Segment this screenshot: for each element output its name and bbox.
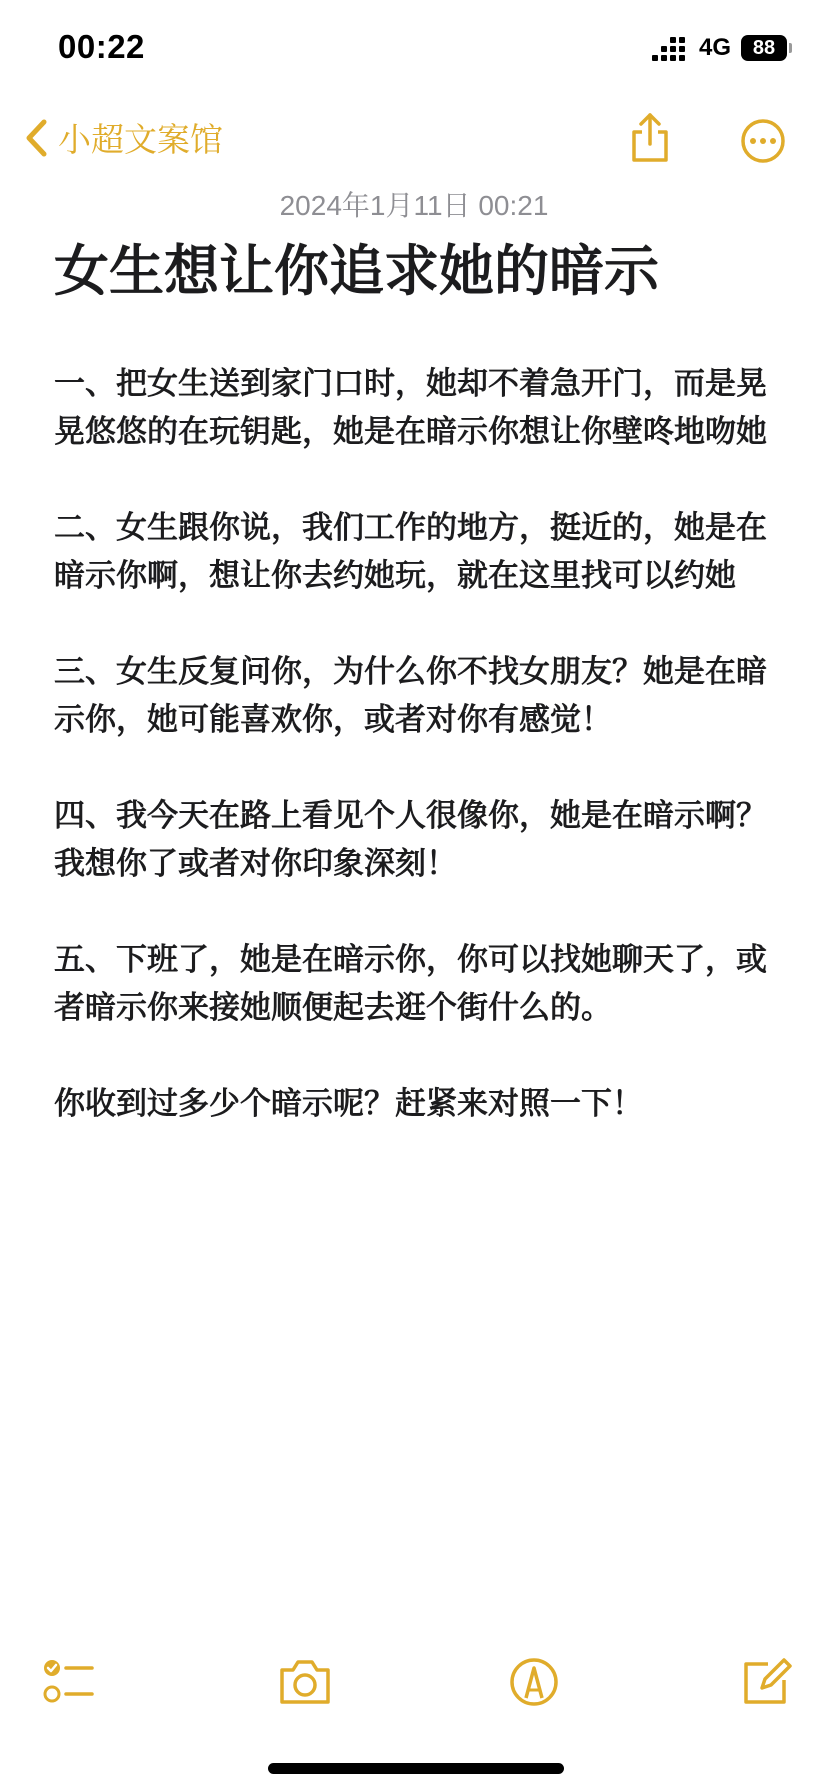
status-time: 00:22 — [58, 28, 145, 65]
battery-level: 88 — [741, 35, 787, 61]
status-bar — [0, 0, 828, 100]
checklist-button[interactable] — [42, 1654, 98, 1710]
markup-pen-icon — [506, 1654, 562, 1710]
bottom-toolbar — [0, 1642, 828, 1722]
note-body[interactable] — [54, 360, 784, 1176]
back-label: 小超文案馆 — [58, 120, 223, 159]
checklist-icon — [42, 1654, 98, 1710]
home-indicator[interactable] — [268, 1763, 564, 1774]
camera-button[interactable] — [276, 1654, 334, 1710]
note-date: 2024年1月11日 00:21 — [279, 190, 549, 221]
note-paragraph: 四、我今天在路上看见个人很像你，她是在暗示啊？我想你了或者对你印象深刻！ — [54, 798, 767, 882]
status-indicators — [652, 34, 792, 62]
camera-icon — [276, 1654, 334, 1710]
note-paragraph: 二、女生跟你说，我们工作的地方，挺近的，她是在暗示你啊，想让你去约她玩，就在这里找可以约她 — [54, 510, 767, 594]
signal-icon — [652, 35, 685, 61]
back-button[interactable] — [24, 114, 223, 161]
battery-icon — [741, 35, 792, 61]
network-type: 4G — [698, 34, 731, 61]
note-paragraph: 一、把女生送到家门口时，她却不着急开门，而是晃晃悠悠的在玩钥匙，她是在暗示你想让你壁咚地吻她 — [54, 366, 767, 450]
chevron-left-icon — [24, 118, 50, 158]
nav-bar — [0, 100, 828, 190]
note-paragraph: 三、女生反复问你，为什么你不找女朋友？她是在暗示你，她可能喜欢你，或者对你有感觉！ — [54, 654, 767, 738]
share-button[interactable] — [628, 112, 672, 164]
share-icon — [628, 112, 672, 164]
compose-icon — [738, 1654, 794, 1710]
note-paragraph: 你收到过多少个暗示呢？赶紧来对照一下！ — [54, 1086, 643, 1122]
note-title[interactable]: 女生想让你追求她的暗示 — [54, 239, 660, 303]
note-paragraph: 五、下班了，她是在暗示你，你可以找她聊天了，或者暗示你来接她顺便起去逛个街什么的。 — [54, 942, 767, 1026]
more-icon — [740, 118, 786, 164]
more-button[interactable] — [740, 118, 786, 164]
compose-button[interactable] — [738, 1654, 794, 1710]
markup-button[interactable] — [506, 1654, 562, 1710]
